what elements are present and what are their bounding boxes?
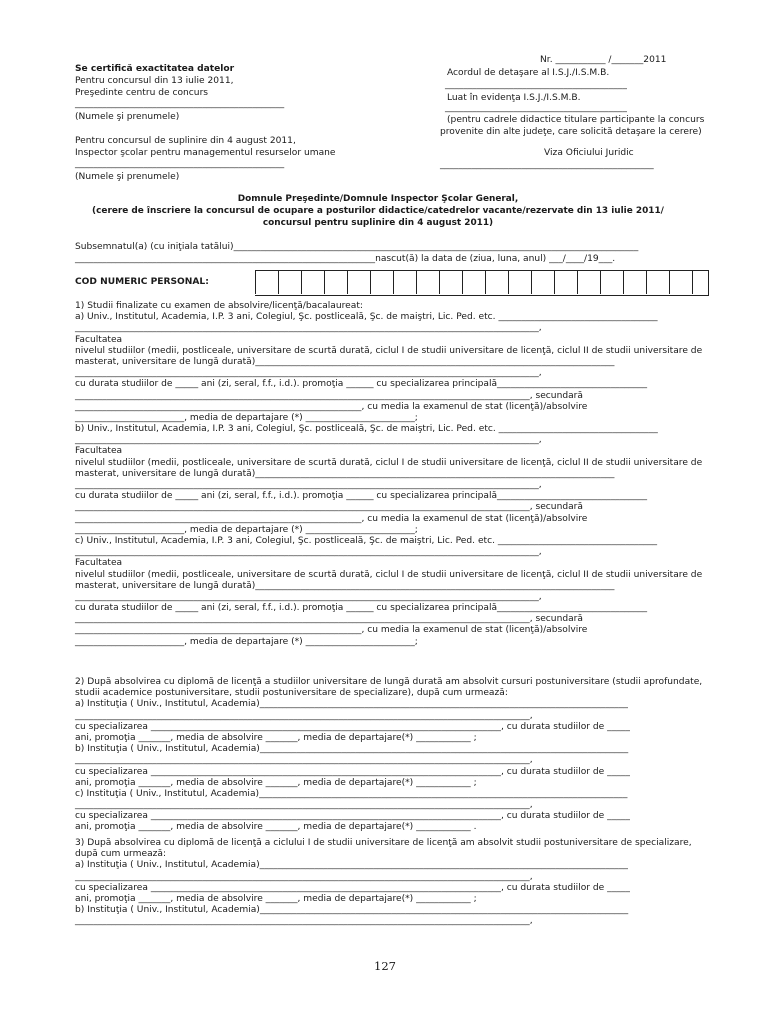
form-line[interactable]: cu specializarea _____________________________________________________________________________, cu durata studiilor de _____	[75, 721, 630, 732]
cnp-digit-box[interactable]	[416, 270, 430, 294]
cnp-digit-box[interactable]	[623, 270, 637, 294]
name-field-line[interactable]: Subsemnatul(a) (cu iniţiala tatălui)_________________________________________________________________________________________	[75, 242, 639, 252]
form-line[interactable]: c) Instituţia ( Univ., Institutul, Academia)_________________________________________________________________________________	[75, 788, 628, 799]
form-line[interactable]: ______________________________________________________________________________________________________,	[75, 547, 542, 558]
request-heading: (cerere de înscriere la concursul de ocupare a posturilor didactice/catedrelor vacante/rezervate din 13 iulie 2011/	[92, 206, 664, 216]
form-line[interactable]: ____________________________________________________________________________________________________,	[75, 710, 533, 721]
teachers-note: provenite din alte judeţe, care solicită detaşare la cerere)	[440, 127, 702, 137]
form-line[interactable]: b) Univ., Institutul, Academia, I.P. 3 ani, Colegiul, Şc. postliceală, Şc. de maiştri, Lic. Ped. etc. ___________________________________	[75, 424, 658, 435]
cnp-digit-box[interactable]	[508, 270, 522, 294]
form-line[interactable]: a) Univ., Institutul, Academia, I.P. 3 ani, Colegiul, Şc. postliceală, Şc. de maiştri, Lic. Ped. etc. ___________________________________	[75, 312, 658, 323]
name-caption: (Numele şi prenumele)	[75, 172, 180, 182]
form-line[interactable]: ____________________________________________________________________________________________________,	[75, 800, 533, 811]
certify-title: Se certifică exactitatea datelor	[75, 64, 235, 74]
form-line[interactable]: ______________________________________________________________________________________________________,	[75, 480, 542, 490]
form-line[interactable]: ______________________________________________________________________________________________________,	[75, 435, 542, 446]
legal-visa: Viza Oficiului Juridic	[544, 148, 634, 158]
form-line[interactable]: ______________________________________________________________________________________________________,	[75, 323, 542, 334]
agreement-rule[interactable]: ________________________________________	[445, 80, 627, 90]
contest-line: Pentru concursul din 13 iulie 2011,	[75, 76, 234, 86]
form-line[interactable]: cu specializarea _____________________________________________________________________________, cu durata studiilor de _____	[75, 766, 630, 777]
form-line: 3) După absolvirea cu diplomă de licenţă a ciclului I de studii universitare de licenţă am absolvit studii postuniversitare de specializare,	[75, 838, 692, 848]
request-heading: concursul pentru suplinire din 4 august 2011)	[262, 218, 494, 228]
cnp-boxes[interactable]	[255, 270, 709, 296]
cnp-label: COD NUMERIC PERSONAL:	[75, 277, 209, 287]
cnp-digit-box[interactable]	[669, 270, 683, 294]
form-line[interactable]: masterat, universitare de lungă durată)_______________________________________________________________________________	[75, 580, 615, 591]
form-line: nivelul studiilor (medii, postliceale, universitare de scurtă durată, ciclul I de studii universitare de licenţă, ciclul II de studii universitare de	[75, 569, 703, 580]
form-line[interactable]: _______________________________________________________________, cu media la examenul de stat (licenţă)/absolvire	[75, 625, 588, 636]
form-line[interactable]: ____________________________________________________________________________________________________,	[75, 755, 533, 766]
name-caption: (Numele şi prenumele)	[75, 112, 180, 122]
form-line[interactable]: ________________________, media de departajare (*) ________________________;	[75, 524, 418, 535]
form-line: studii academice postuniversitare, studii postuniversitare de specializare), după cum urmează:	[75, 688, 508, 699]
inspector-line: Inspector şcolar pentru managementul resurselor umane	[75, 148, 336, 158]
cnp-digit-box[interactable]	[554, 270, 568, 294]
form-line: 2) După absolvirea cu diplomă de licenţă a studiilor universitare de lungă durată am absolvit cursuri postuniversitare (studii aprofundate,	[75, 677, 703, 687]
signature-rule[interactable]: ______________________________________________	[75, 99, 285, 109]
form-line: nivelul studiilor (medii, postliceale, universitare de scurtă durată, ciclul I de studii universitare de licenţă, ciclul II de studii universitare de	[75, 457, 703, 468]
form-line[interactable]: ________________________, media de departajare (*) ________________________;	[75, 412, 418, 423]
form-line[interactable]: ____________________________________________________________________________________________________, secundară	[75, 614, 583, 625]
form-line: Facultatea	[75, 446, 123, 457]
addressee-heading: Domnule Preşedinte/Domnule Inspector Şcolar General,	[237, 194, 519, 204]
cnp-digit-box[interactable]	[324, 270, 338, 294]
form-line: Facultatea	[75, 334, 123, 345]
substitute-contest-line: Pentru concursul de suplinire din 4 august 2011,	[75, 136, 296, 146]
form-line[interactable]: ______________________________________________________________________________________________________,	[75, 591, 542, 602]
cnp-digit-box[interactable]	[370, 270, 384, 294]
form-line[interactable]: ani, promoţia _______, media de absolvire _______, media de departajare(*) ____________ .	[75, 822, 477, 833]
form-line[interactable]: b) Instituţia ( Univ., Institutul, Academia)_________________________________________________________________________________	[75, 744, 629, 755]
form-line[interactable]: a) Instituţia ( Univ., Institutul, Academia)_________________________________________________________________________________	[75, 699, 628, 710]
studies-section-1	[75, 301, 702, 648]
form-line: 1) Studii finalizate cu examen de absolvire/licenţă/bacalaureat:	[75, 301, 363, 311]
form-line[interactable]: ______________________________________________________________________________________________________,	[75, 368, 542, 379]
secondment-agreement: Acordul de detaşare al I.S.J./I.S.M.B.	[447, 68, 610, 78]
studies-section-3	[75, 838, 692, 928]
registered-line: Luat în evidenţa I.S.J./I.S.M.B.	[447, 93, 581, 103]
cnp-digit-box[interactable]	[646, 270, 660, 294]
form-line[interactable]: ani, promoţia _______, media de absolvire _______, media de departajare(*) ____________ ;	[75, 893, 477, 904]
registered-rule[interactable]: ________________________________________	[445, 103, 627, 113]
cnp-digit-box[interactable]	[692, 270, 706, 294]
cnp-digit-box[interactable]	[485, 270, 499, 294]
form-line[interactable]: ____________________________________________________________________________________________________,	[75, 916, 533, 927]
form-line: după cum urmează:	[75, 849, 167, 860]
form-line[interactable]: _______________________________________________________________, cu media la examenul de stat (licenţă)/absolvire	[75, 513, 588, 524]
form-line[interactable]: ____________________________________________________________________________________________________, secundară	[75, 390, 583, 401]
form-line[interactable]: b) Instituţia ( Univ., Institutul, Academia)_________________________________________________________________________________	[75, 905, 629, 916]
teachers-note: (pentru cadrele didactice titulare participante la concurs	[447, 115, 705, 125]
form-line[interactable]: a) Instituţia ( Univ., Institutul, Academia)_________________________________________________________________________________	[75, 860, 628, 871]
cnp-digit-box[interactable]	[278, 270, 292, 294]
page-number: 127	[374, 959, 396, 973]
president-line: Preşedinte centru de concurs	[75, 88, 209, 98]
cnp-digit-box[interactable]	[255, 270, 269, 294]
cnp-digit-box[interactable]	[439, 270, 453, 294]
signature-rule[interactable]: ______________________________________________	[75, 159, 285, 169]
cnp-digit-box[interactable]	[577, 270, 591, 294]
form-line[interactable]: ____________________________________________________________________________________________________, secundară	[75, 502, 583, 513]
cnp-digit-box[interactable]	[393, 270, 407, 294]
form-line[interactable]: _______________________________________________________________, cu media la examenul de stat (licenţă)/absolvire	[75, 401, 588, 412]
form-line[interactable]: cu durata studiilor de _____ ani (zi, seral, f.f., i.d.). promoţia ______ cu specializarea principală_________________________________	[75, 491, 648, 502]
visa-rule[interactable]: _______________________________________________	[440, 160, 654, 170]
cnp-digit-box[interactable]	[301, 270, 315, 294]
form-line[interactable]: masterat, universitare de lungă durată)_______________________________________________________________________________	[75, 356, 615, 367]
form-line[interactable]: ani, promoţia _______, media de absolvire _______, media de departajare(*) ____________ ;	[75, 732, 477, 743]
form-line[interactable]: ____________________________________________________________________________________________________,	[75, 871, 533, 882]
form-line: nivelul studiilor (medii, postliceale, universitare de scurtă durată, ciclul I de studii universitare de licenţă, ciclul II de studii universitare de	[75, 345, 703, 356]
form-line[interactable]: cu specializarea _____________________________________________________________________________, cu durata studiilor de _____	[75, 882, 630, 893]
cnp-digit-box[interactable]	[347, 270, 361, 294]
form-line[interactable]: masterat, universitare de lungă durată)_______________________________________________________________________________	[75, 468, 615, 479]
birth-date-line[interactable]: __________________________________________________________________nascut(ă) la data de (ziua, luna, anul) ___/____/19___.	[75, 254, 616, 264]
studies-section-2	[75, 677, 702, 834]
cnp-digit-box[interactable]	[462, 270, 476, 294]
form-line[interactable]: cu specializarea _____________________________________________________________________________, cu durata studiilor de _____	[75, 811, 630, 822]
cnp-digit-box[interactable]	[531, 270, 545, 294]
cnp-digit-box[interactable]	[600, 270, 614, 294]
registration-number[interactable]: Nr. ___________ /_______2011	[540, 55, 667, 65]
form-line[interactable]: ________________________, media de departajare (*) ________________________;	[75, 636, 418, 647]
form-line: Facultatea	[75, 558, 123, 569]
form-line[interactable]: cu durata studiilor de _____ ani (zi, seral, f.f., i.d.). promoţia ______ cu specializarea principală_________________________________	[75, 603, 648, 614]
form-line[interactable]: c) Univ., Institutul, Academia, I.P. 3 ani, Colegiul, Şc. postliceală, Şc. de maiştri, Lic. Ped. etc. ___________________________________	[75, 535, 658, 546]
form-line[interactable]: cu durata studiilor de _____ ani (zi, seral, f.f., i.d.). promoţia ______ cu specializarea principală_________________________________	[75, 379, 648, 390]
form-line[interactable]: ani, promoţia _______, media de absolvire _______, media de departajare(*) ____________ ;	[75, 777, 477, 788]
